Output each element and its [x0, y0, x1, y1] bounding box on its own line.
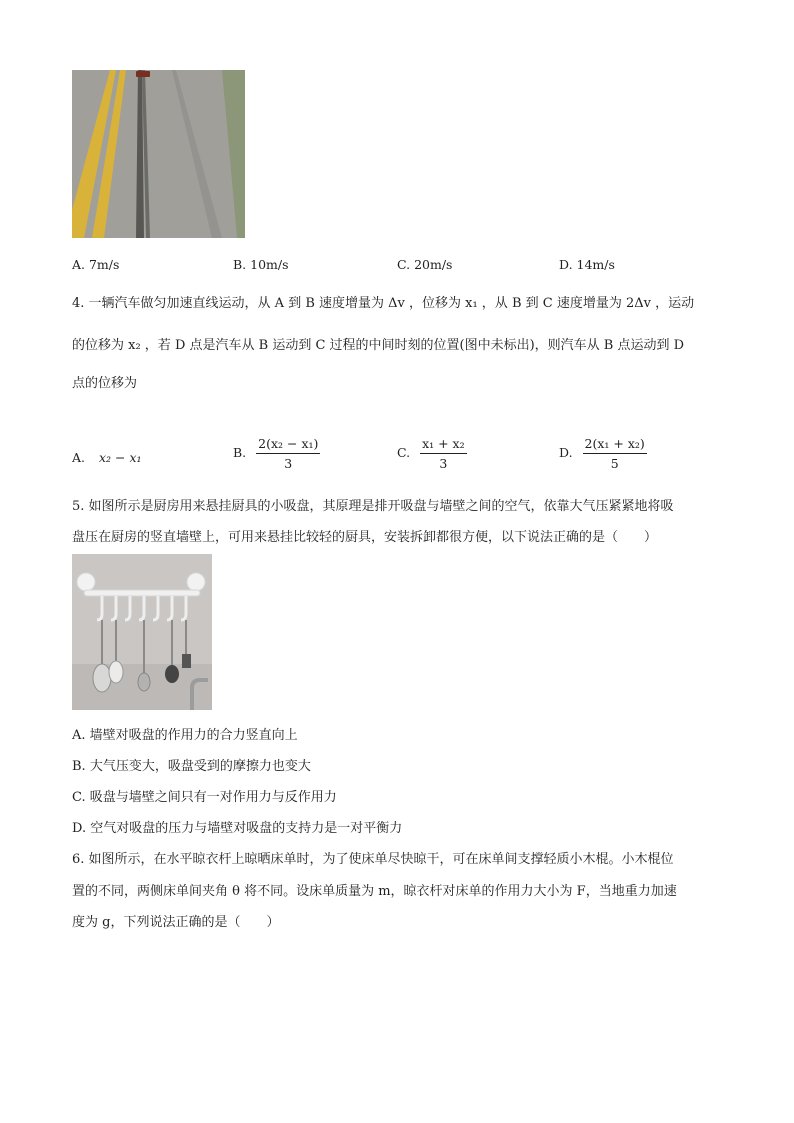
q4-option-d-numerator: 2(x₁ + x₂): [583, 436, 647, 454]
q4-option-b-denominator: 3: [284, 456, 293, 471]
q4-line-3: 点的位移为: [72, 376, 138, 391]
q4-line-1: 4. 一辆汽车做匀加速直线运动，从 A 到 B 速度增量为 Δv ，位移为 x₁ ，从 B 到 C 速度增量为 2Δv ，运动: [72, 296, 695, 311]
q5-line-1: 5. 如图所示是厨房用来悬挂厨具的小吸盘，其原理是排开吸盘与墙壁之间的空气，依靠大气压紧紧地将吸: [72, 499, 674, 514]
q4-option-b: [233, 436, 320, 471]
q4-option-d-label: D.: [559, 445, 573, 460]
q4-option-d-fraction: [583, 436, 647, 471]
q5-option-d: D. 空气对吸盘的压力与墙壁对吸盘的支持力是一对平衡力: [72, 821, 403, 836]
q4-option-d: [559, 436, 647, 471]
q4-option-b-numerator: 2(x₂ − x₁): [256, 436, 320, 454]
q3-option-b: B. 10m/s: [233, 257, 289, 272]
q4-option-c: [397, 436, 467, 471]
q4-option-c-denominator: 3: [439, 456, 448, 471]
q4-option-c-fraction: [420, 436, 467, 471]
q4-option-a: [72, 450, 142, 465]
q4-option-c-numerator: x₁ + x₂: [420, 436, 467, 454]
q4-option-c-label: C.: [397, 445, 411, 460]
q3-option-d: D. 14m/s: [559, 257, 615, 272]
q4-option-a-label: A.: [72, 450, 86, 465]
q5-option-a: A. 墙壁对吸盘的作用力的合力竖直向上: [72, 728, 298, 743]
q4-option-b-fraction: [256, 436, 320, 471]
q5-option-b: B. 大气压变大，吸盘受到的摩擦力也变大: [72, 759, 311, 774]
q6-line-1: 6. 如图所示，在水平晾衣杆上晾晒床单时，为了使床单尽快晾干，可在床单间支撑轻质小木棍。小木棍位: [72, 852, 674, 867]
q4-option-a-expr: x₂ − x₁: [99, 450, 142, 465]
suction-hook-rack-photo: [72, 554, 212, 710]
q5-option-c: C. 吸盘与墙壁之间只有一对作用力与反作用力: [72, 790, 337, 805]
q6-line-2: 置的不同，两侧床单间夹角 θ 将不同。设床单质量为 m，晾衣杆对床单的作用力大小为 F，当地重力加速: [72, 884, 677, 899]
q6-line-3: 度为 g，下列说法正确的是（ ）: [72, 915, 280, 930]
q3-option-c: C. 20m/s: [397, 257, 453, 272]
q3-option-a: A. 7m/s: [72, 257, 120, 272]
road-skid-photo: [72, 70, 245, 238]
q4-option-d-denominator: 5: [610, 456, 619, 471]
q4-option-b-label: B.: [233, 445, 247, 460]
q4-line-2: 的位移为 x₂ ，若 D 点是汽车从 B 运动到 C 过程的中间时刻的位置(图中未标出)，则汽车从 B 点运动到 D: [72, 338, 685, 353]
q5-line-2: 盘压在厨房的竖直墙壁上，可用来悬挂比较轻的厨具，安装拆卸都很方便，以下说法正确的是（ ）: [72, 530, 658, 545]
